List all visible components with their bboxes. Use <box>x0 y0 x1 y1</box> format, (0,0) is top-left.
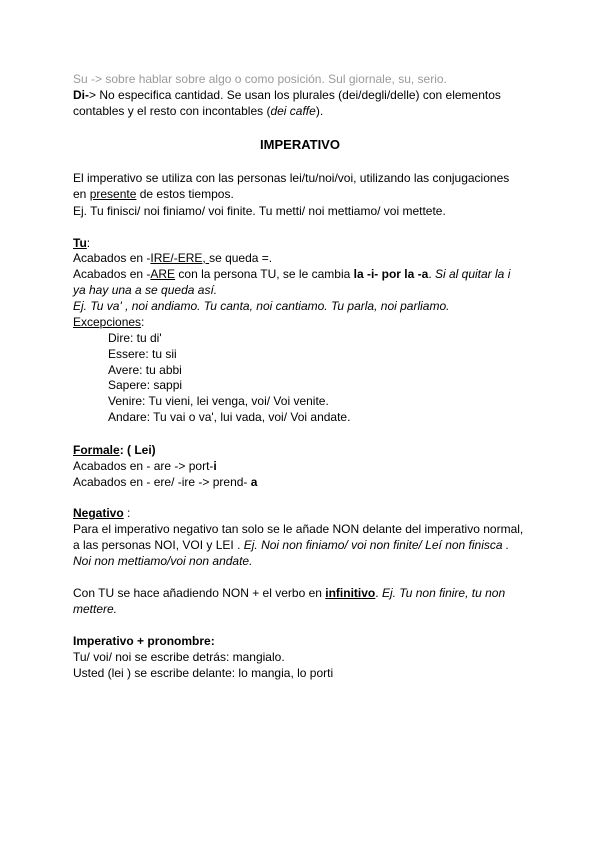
pronombre-heading: Imperativo + pronombre: <box>73 634 215 648</box>
negativo-heading-label: Negativo <box>73 506 124 520</box>
negativo-line-2 <box>73 537 509 553</box>
exceptions-colon: : <box>141 315 145 329</box>
negativo-line-3: Noi non mettiamo/voi non andate. <box>73 554 253 568</box>
page-title: IMPERATIVO <box>260 137 340 152</box>
di-example: dei caffe <box>270 104 316 118</box>
tu-example: Ej. Tu va' , noi andiamo. Tu canta, noi cantiamo. Tu parla, noi parliamo. <box>73 299 450 313</box>
intro-presente: presente <box>89 187 137 201</box>
exception-item: Essere: tu sii <box>108 347 177 361</box>
exception-item: Avere: tu abbi <box>108 363 182 377</box>
di-label: Di- <box>73 88 89 102</box>
tu-line-1 <box>73 250 272 266</box>
tu-line-2-post: . <box>428 267 435 281</box>
formale-line-1 <box>73 458 217 474</box>
formale-line-2-pre: Acabados en - ere/ -ire -> prend- <box>73 475 251 489</box>
tu-line-1-ending: IRE/-ERE, <box>150 251 210 265</box>
tu-line-2 <box>73 266 510 282</box>
tu-line-1-post: se queda =. <box>209 251 273 265</box>
negativo-line-4-post: . <box>375 586 382 600</box>
negativo-line-2-pre: a las personas NOI, VOI y LEI . <box>73 538 244 552</box>
tu-heading-label: Tu <box>73 236 87 250</box>
di-line-2 <box>73 103 323 119</box>
exception-item: Venire: Tu vieni, lei venga, voi/ Voi venite. <box>108 394 329 408</box>
negativo-tu-example: Ej. Tu non finire, tu non <box>381 586 506 600</box>
di-line <box>73 87 501 103</box>
di-text-post: ). <box>315 104 324 118</box>
negativo-line-1: Para el imperativo negativo tan solo se le añade NON delante del imperativo normal, <box>73 522 524 536</box>
tu-line-2-mid: con la persona TU, se le cambia <box>175 267 354 281</box>
exception-item: Dire: tu di' <box>108 331 162 345</box>
tu-line-2-rule: la -i- por la -a <box>353 267 429 281</box>
formale-line-1-pre: Acabados en - are -> port- <box>73 459 214 473</box>
intro-line-2 <box>73 186 234 202</box>
exceptions-heading <box>73 314 144 330</box>
di-text-pre: contables y el resto con incontables ( <box>73 104 271 118</box>
negativo-heading <box>73 505 130 521</box>
intro-post: de estos tiempos. <box>136 187 234 201</box>
formale-line-2 <box>73 474 257 490</box>
negativo-line-5: mettere. <box>73 602 118 616</box>
exception-item: Andare: Tu vai o va', lui vada, voi/ Voi andate. <box>108 410 351 424</box>
intro-pre: en <box>73 187 90 201</box>
tu-heading <box>73 235 90 251</box>
exceptions-label: Excepciones <box>73 315 142 329</box>
su-line: Su -> sobre hablar sobre algo o como posición. Sul giornale, su, serio. <box>73 72 447 86</box>
tu-line-2-note: Si al quitar la i <box>434 267 511 281</box>
formale-heading <box>73 442 156 458</box>
formale-heading-rest: : ( Lei) <box>119 443 156 457</box>
formale-line-2-ending: a <box>250 475 258 489</box>
intro-line-3: Ej. Tu finisci/ noi finiamo/ voi finite. Tu metti/ noi mettiamo/ voi mettete. <box>73 204 446 218</box>
formale-line-1-ending: i <box>213 459 217 473</box>
di-text: > No especifica cantidad. Se usan los plurales (dei/degli/delle) con elementos <box>89 88 501 102</box>
negativo-infinitivo: infinitivo <box>325 586 376 600</box>
negativo-line-4 <box>73 585 505 601</box>
exception-item: Sapere: sappi <box>108 378 183 392</box>
tu-line-3: ya hay una a se queda así. <box>73 283 218 297</box>
negativo-example: Ej. Noi non finiamo/ voi non finite/ Leí non finisca . <box>243 538 510 552</box>
negativo-line-4-pre: Con TU se hace añadiendo NON + el verbo en <box>73 586 326 600</box>
formale-heading-label: Formale <box>73 443 120 457</box>
pronombre-line-2: Usted (lei ) se escribe delante: lo mangia, lo porti <box>73 666 334 680</box>
tu-line-2-ending: ARE <box>150 267 176 281</box>
intro-line-1: El imperativo se utiliza con las personas lei/tu/noi/voi, utilizando las conjugaciones <box>73 171 510 185</box>
pronombre-line-1: Tu/ voi/ noi se escribe detrás: mangialo. <box>73 650 285 664</box>
tu-heading-colon: : <box>86 236 91 250</box>
tu-line-2-pre: Acabados en - <box>73 267 151 281</box>
negativo-heading-rest: : <box>123 506 131 520</box>
tu-line-1-pre: Acabados en - <box>73 251 151 265</box>
